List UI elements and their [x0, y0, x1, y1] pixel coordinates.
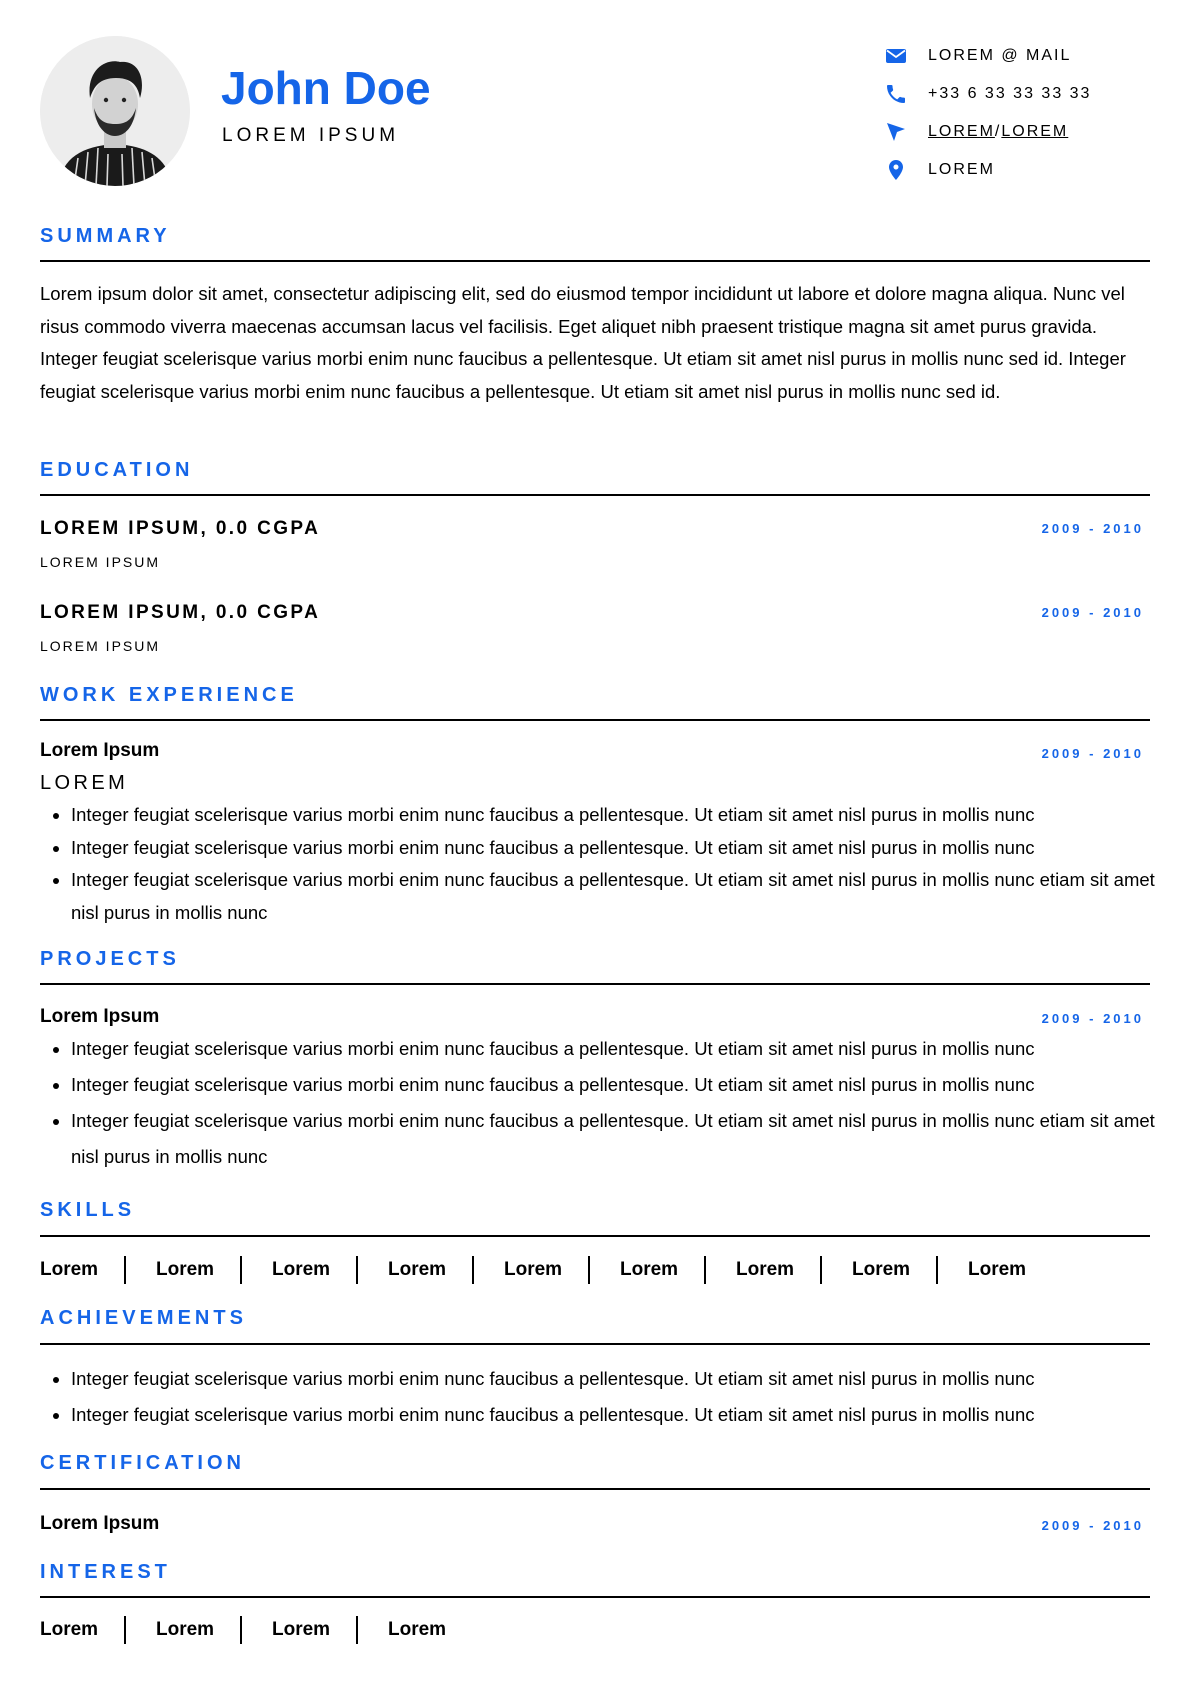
tag-separator — [356, 1616, 358, 1644]
section-divider — [40, 1235, 1150, 1237]
skill-tag: Lorem — [156, 1259, 215, 1280]
contact-location — [884, 156, 1174, 194]
section-divider — [40, 260, 1150, 262]
interest-list — [40, 1616, 472, 1644]
person-portrait-icon — [40, 36, 190, 186]
link-separator: / — [994, 123, 1002, 140]
list-item: • Integer feugiat scelerisque varius morbi enim nunc faucibus a pellentesque. Ut etiam sit amet nisl purus in mollis nunc — [71, 832, 1161, 865]
work-title: Lorem Ipsum — [40, 740, 160, 761]
list-item: • Integer feugiat scelerisque varius morbi enim nunc faucibus a pellentesque. Ut etiam sit amet nisl purus in mollis nunc etiam sit amet nisl purus in mollis nunc — [71, 1103, 1161, 1175]
skill-tag: Lorem — [968, 1259, 1027, 1280]
interest-tag: Lorem — [156, 1619, 215, 1640]
education-degree: LOREM IPSUM, 0.0 CGPA — [40, 518, 321, 539]
tag-separator — [936, 1256, 938, 1284]
phone-text: +33 6 33 33 33 33 — [928, 85, 1092, 102]
section-title-projects: PROJECTS — [40, 948, 180, 970]
tag-separator — [240, 1616, 242, 1644]
work-date: 2009 - 2010 — [1041, 746, 1144, 761]
tag-separator — [704, 1256, 706, 1284]
section-divider — [40, 1343, 1150, 1345]
skill-tag: Lorem — [504, 1259, 563, 1280]
profile-photo — [40, 36, 190, 186]
list-item: • Integer feugiat scelerisque varius morbi enim nunc faucibus a pellentesque. Ut etiam sit amet nisl purus in mollis nunc — [71, 1361, 1161, 1397]
link-b[interactable]: LOREM — [1001, 123, 1069, 140]
tag-separator — [240, 1256, 242, 1284]
work-company: LOREM — [40, 772, 129, 794]
skill-tag: Lorem — [40, 1259, 99, 1280]
mail-icon — [884, 44, 908, 68]
send-icon — [884, 120, 908, 144]
skill-tag: Lorem — [620, 1259, 679, 1280]
tag-separator — [820, 1256, 822, 1284]
interest-tag: Lorem — [40, 1619, 99, 1640]
section-divider — [40, 1596, 1150, 1598]
education-school: LOREM IPSUM — [40, 554, 161, 570]
candidate-name: John Doe — [221, 62, 431, 114]
education-degree: LOREM IPSUM, 0.0 CGPA — [40, 602, 321, 623]
section-title-achievements: ACHIEVEMENTS — [40, 1307, 247, 1329]
interest-tag: Lorem — [388, 1619, 447, 1640]
section-divider — [40, 1488, 1150, 1490]
section-title-work: WORK EXPERIENCE — [40, 684, 298, 706]
section-divider — [40, 983, 1150, 985]
contact-phone[interactable] — [884, 80, 1174, 118]
location-text: LOREM — [928, 161, 995, 178]
section-divider — [40, 719, 1150, 721]
phone-icon — [884, 82, 908, 106]
section-divider — [40, 494, 1150, 496]
location-pin-icon — [884, 158, 908, 182]
section-title-skills: SKILLS — [40, 1199, 136, 1221]
list-item: • Integer feugiat scelerisque varius morbi enim nunc faucibus a pellentesque. Ut etiam sit amet nisl purus in mollis nunc — [71, 1397, 1161, 1433]
project-title: Lorem Ipsum — [40, 1006, 160, 1027]
skill-tag: Lorem — [736, 1259, 795, 1280]
skills-list — [40, 1256, 1052, 1284]
work-bullets — [40, 799, 1161, 929]
list-item: • Integer feugiat scelerisque varius morbi enim nunc faucibus a pellentesque. Ut etiam sit amet nisl purus in mollis nunc — [71, 799, 1161, 832]
skill-tag: Lorem — [272, 1259, 331, 1280]
section-title-education: EDUCATION — [40, 459, 194, 481]
education-school: LOREM IPSUM — [40, 638, 161, 654]
links-text — [928, 122, 1068, 142]
skill-tag: Lorem — [388, 1259, 447, 1280]
summary-text: Lorem ipsum dolor sit amet, consectetur adipiscing elit, sed do eiusmod tempor incididunt ut labore et dolore magna aliqua. Nunc vel risus commodo viverra maecenas accumsan lacus vel facilisis. Eget aliquet nibh praesent tristique magna sit amet purus gravida. Integer feugiat scelerisque varius morbi enim nunc faucibus a pellentesque. Ut etiam sit amet nisl purus in mollis nunc sed id. Integer feugiat scelerisque varius morbi enim nunc faucibus a pellentesque. Ut etiam sit amet nisl purus in mollis nunc sed id. — [40, 283, 1126, 402]
candidate-title: LOREM IPSUM — [222, 125, 400, 146]
tag-separator — [356, 1256, 358, 1284]
list-item: • Integer feugiat scelerisque varius morbi enim nunc faucibus a pellentesque. Ut etiam sit amet nisl purus in mollis nunc etiam sit amet nisl purus in mollis nunc — [71, 864, 1161, 929]
interest-tag: Lorem — [272, 1619, 331, 1640]
contact-email[interactable] — [884, 42, 1174, 80]
certification-date: 2009 - 2010 — [1041, 1518, 1144, 1533]
tag-separator — [124, 1256, 126, 1284]
project-bullets — [40, 1031, 1161, 1175]
link-a[interactable]: LOREM — [928, 123, 995, 140]
project-date: 2009 - 2010 — [1041, 1011, 1144, 1026]
tag-separator — [472, 1256, 474, 1284]
contact-list — [884, 42, 1174, 194]
tag-separator — [124, 1616, 126, 1644]
achievements-bullets — [40, 1361, 1161, 1433]
section-title-certification: CERTIFICATION — [40, 1452, 245, 1474]
list-item: • Integer feugiat scelerisque varius morbi enim nunc faucibus a pellentesque. Ut etiam sit amet nisl purus in mollis nunc — [71, 1031, 1161, 1067]
tag-separator — [588, 1256, 590, 1284]
education-date: 2009 - 2010 — [1041, 605, 1144, 620]
certification-title: Lorem Ipsum — [40, 1513, 160, 1534]
list-item: • Integer feugiat scelerisque varius morbi enim nunc faucibus a pellentesque. Ut etiam sit amet nisl purus in mollis nunc — [71, 1067, 1161, 1103]
contact-links — [884, 118, 1174, 156]
education-date: 2009 - 2010 — [1041, 521, 1144, 536]
section-title-interest: INTEREST — [40, 1561, 171, 1583]
section-title-summary: SUMMARY — [40, 225, 171, 247]
skill-tag: Lorem — [852, 1259, 911, 1280]
email-text: LOREM @ MAIL — [928, 47, 1072, 64]
